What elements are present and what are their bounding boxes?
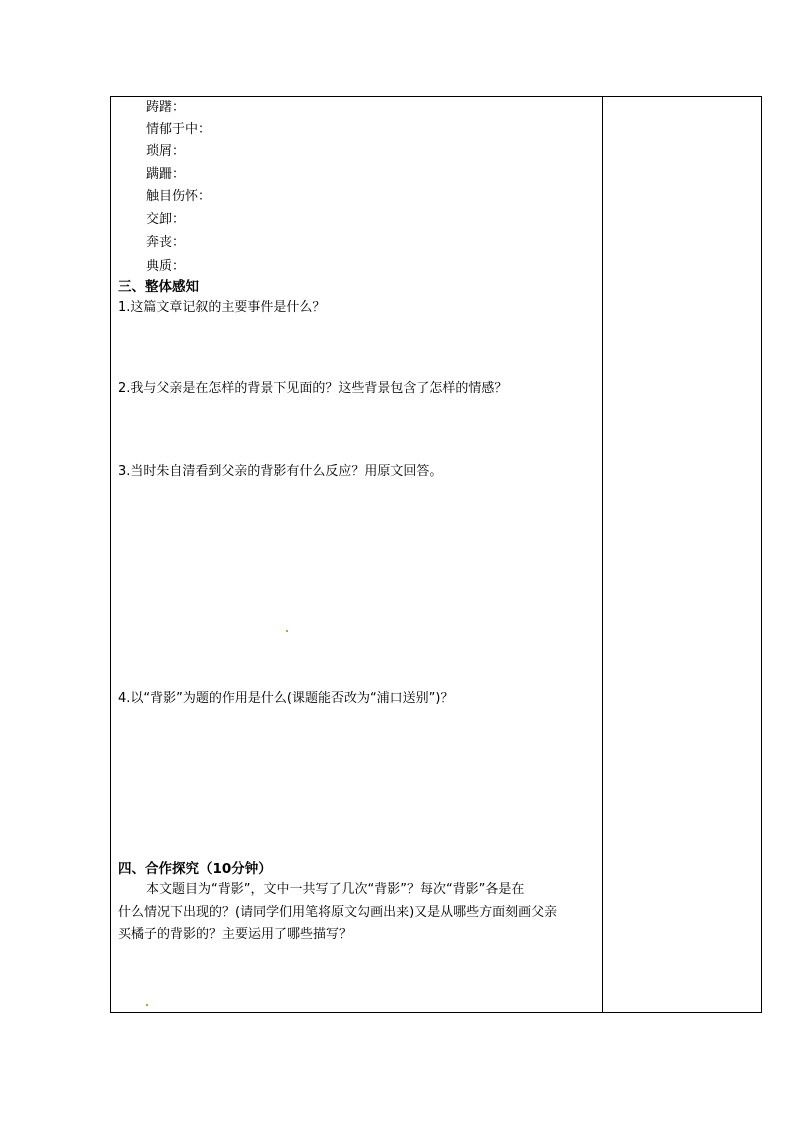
vocab-item: 蹒跚： — [146, 167, 186, 182]
paragraph-line: 什么情况下出现的？(请同学们用笔将原文勾画出来)又是从哪些方面刻画父亲 — [118, 905, 558, 920]
question-3: 3.当时朱自清看到父亲的背影有什么反应？用原文回答。 — [118, 464, 443, 479]
vocab-item: 琐屑： — [146, 144, 186, 159]
question-2: 2.我与父亲是在怎样的背景下见面的？这些背景包含了怎样的情感？ — [118, 381, 508, 396]
vocab-item: 典质： — [146, 259, 186, 274]
paragraph-line: 买橘子的背影的？主要运用了哪些描写？ — [118, 927, 353, 942]
question-4: 4.以“背影”为题的作用是什么(课题能否改为“浦口送别”)？ — [118, 691, 454, 706]
section-heading-overall: 三、整体感知 — [118, 279, 199, 295]
paragraph-line: 本文题目为“背影”，文中一共写了几次“背影”？每次“背影”各是在 — [146, 882, 525, 897]
section-heading-cooperation: 四、合作探究（10分钟） — [118, 861, 272, 877]
question-1: 1.这篇文章记叙的主要事件是什么？ — [118, 300, 326, 315]
vocab-item: 触目伤怀： — [146, 189, 212, 204]
vocab-item: 奔丧： — [146, 235, 186, 250]
vocab-item: 踌躇： — [146, 100, 186, 115]
column-divider — [602, 96, 603, 1013]
stray-mark — [146, 1004, 148, 1006]
stray-mark — [286, 630, 288, 632]
vocab-item: 情郁于中： — [146, 122, 212, 137]
vocab-item: 交卸： — [146, 212, 186, 227]
